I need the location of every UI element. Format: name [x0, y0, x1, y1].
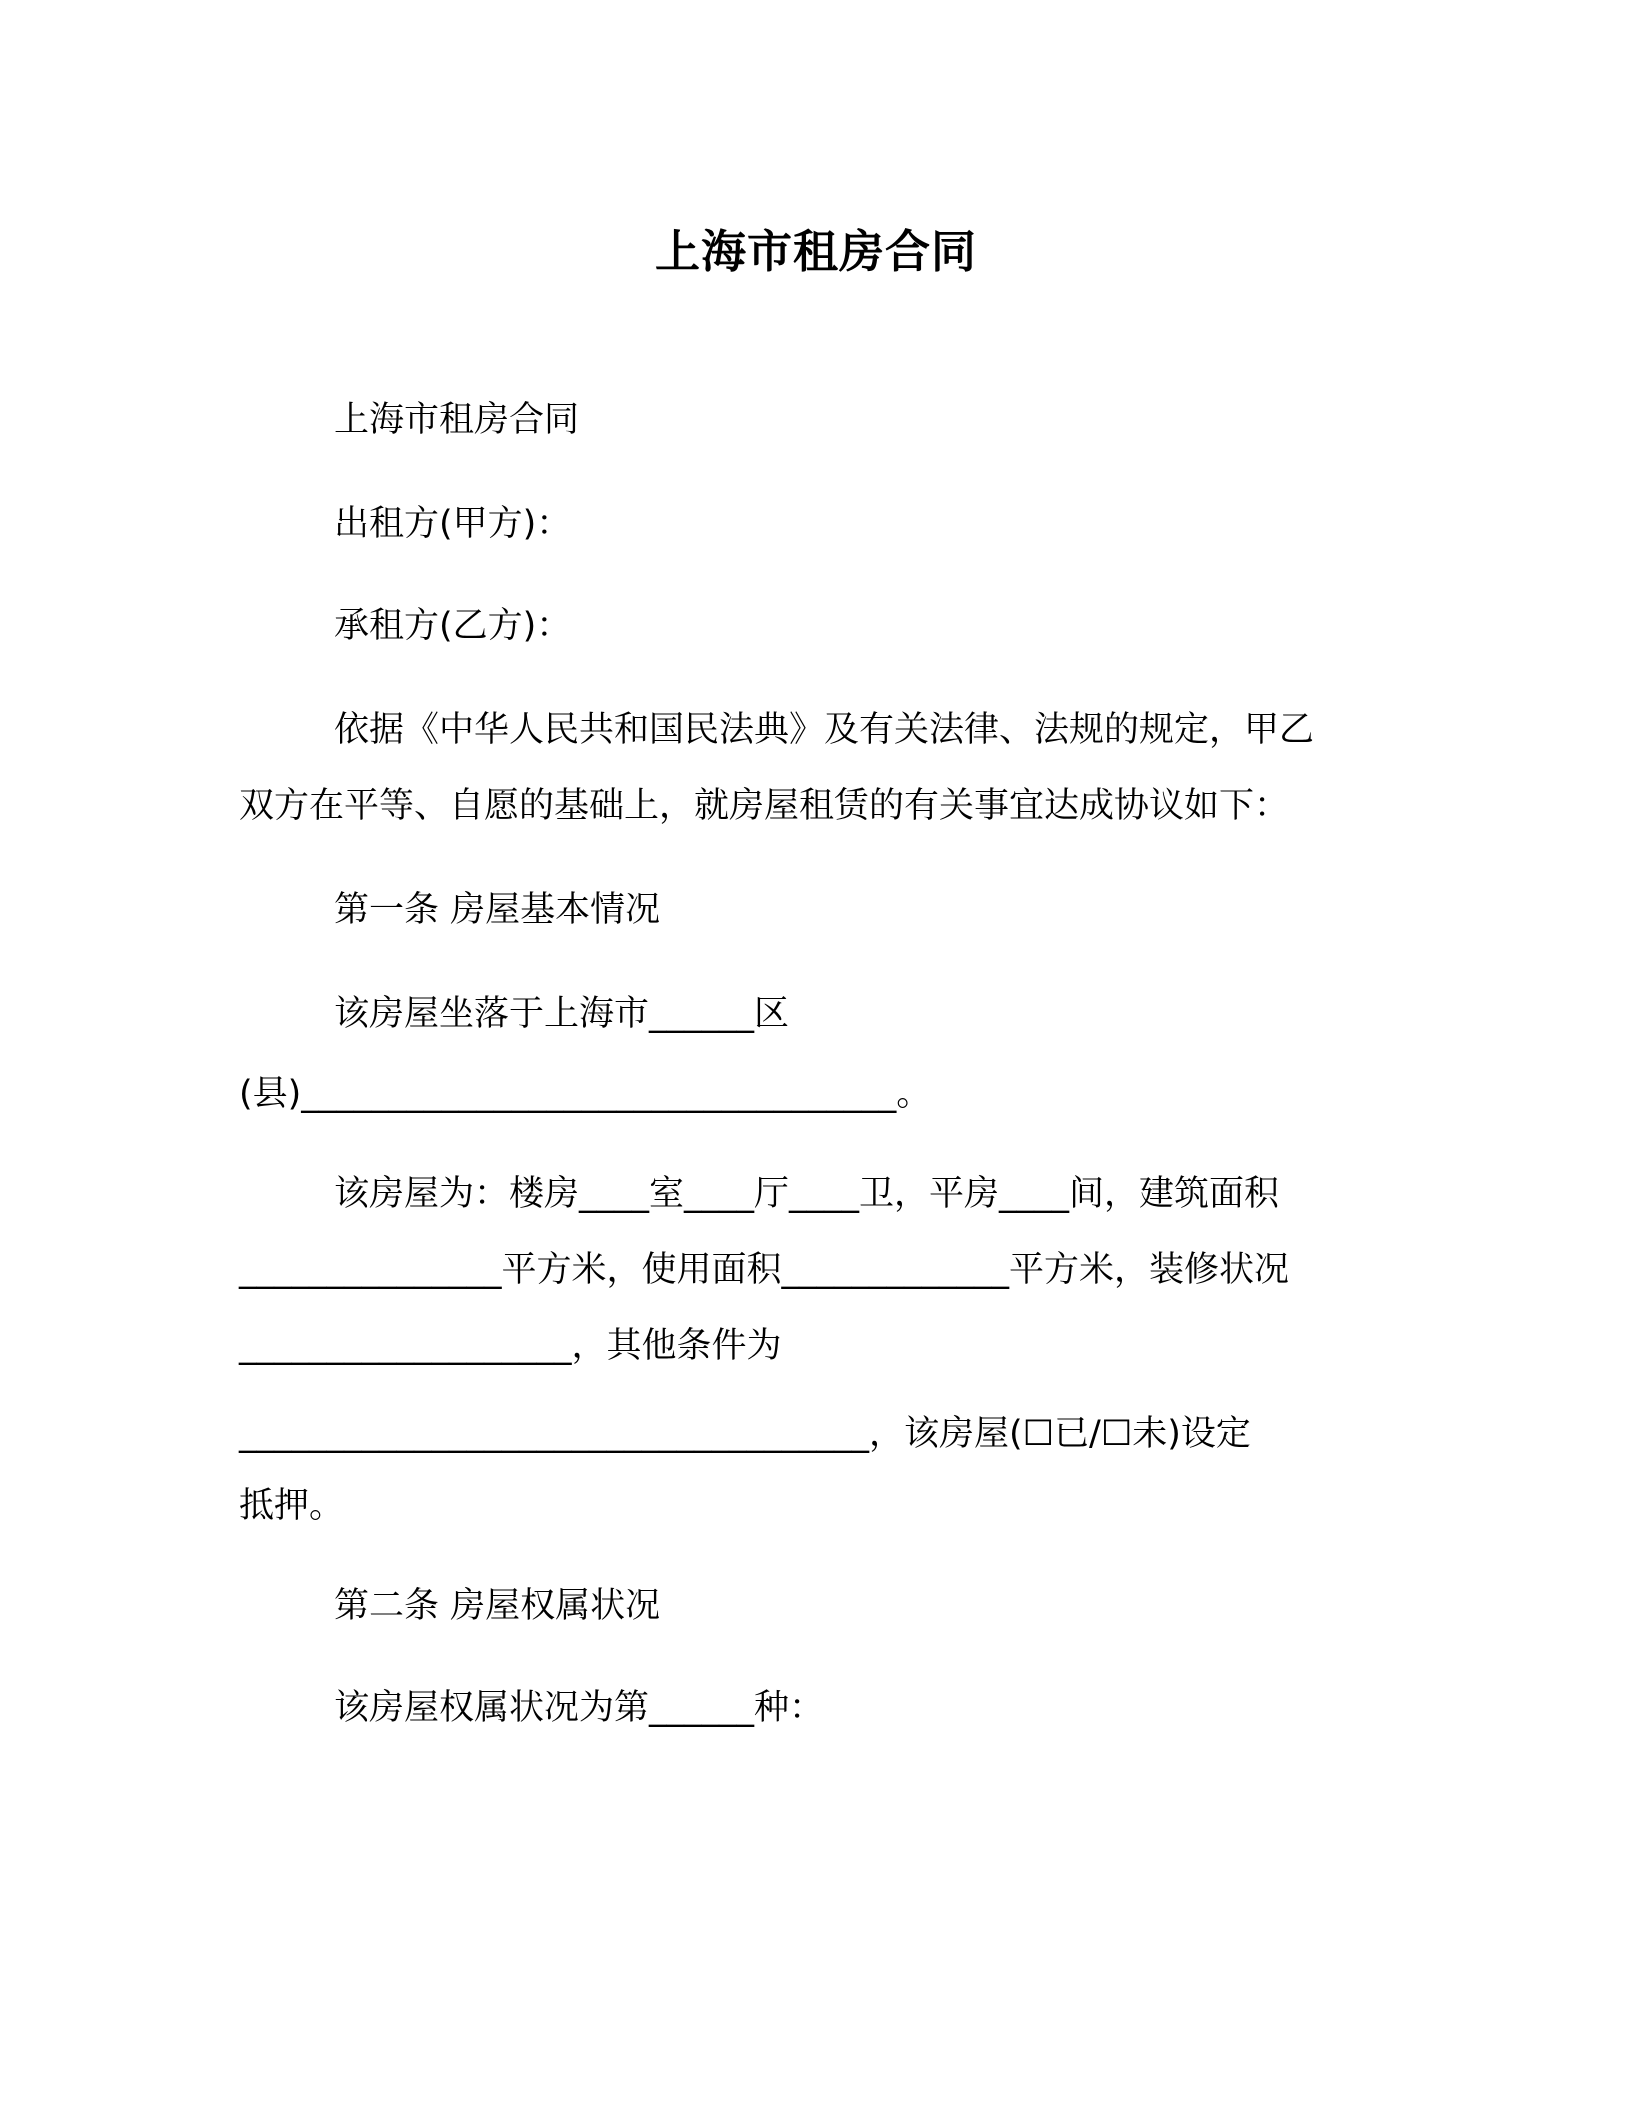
house-type-line-4: ____________________________________，该房屋(☐已/☐未)设定 — [239, 1414, 1251, 1454]
location-line-1: 该房屋坐落于上海市______区 — [334, 994, 790, 1034]
preamble-line-2: 双方在平等、自愿的基础上，就房屋租赁的有关事宜达成协议如下： — [239, 786, 1290, 826]
house-type-line-1: 该房屋为：楼房____室____厅____卫，平房____间，建筑面积 — [334, 1174, 1280, 1214]
house-type-line-5: 抵押。 — [239, 1486, 345, 1526]
location-line-2: (县)__________________________________。 — [239, 1074, 932, 1114]
house-type-line-3: ___________________，其他条件为 — [239, 1326, 782, 1366]
house-type-line-2: _______________平方米，使用面积_____________平方米，装修状况 — [239, 1250, 1290, 1290]
subtitle-line: 上海市租房合同 — [334, 400, 580, 440]
ownership-line: 该房屋权属状况为第______种： — [334, 1688, 825, 1728]
article-2-heading: 第二条 房屋权属状况 — [334, 1586, 661, 1626]
article-1-heading: 第一条 房屋基本情况 — [334, 890, 661, 930]
lessor-line: 出租方(甲方)： — [334, 504, 572, 544]
preamble-line-1: 依据《中华人民共和国民法典》及有关法律、法规的规定，甲乙 — [334, 710, 1315, 750]
lessee-line: 承租方(乙方)： — [334, 606, 572, 646]
document-title: 上海市租房合同 — [654, 225, 977, 278]
